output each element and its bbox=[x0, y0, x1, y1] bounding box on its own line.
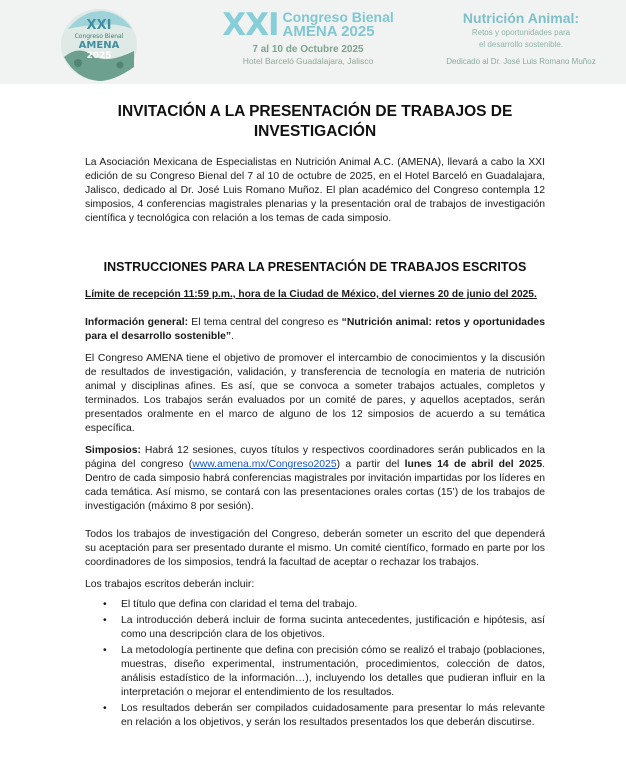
list-item-text: El título que defina con claridad el tema del trabajo. bbox=[121, 599, 358, 610]
list-item-text: Los resultados deberán ser compilados cuidadosamente para presentar lo más relevante en relación a los objetivos, y serán los resultados presentados los que deberán discutirse. bbox=[121, 703, 545, 728]
title-line-1: INVITACIÓN A LA PRESENTACIÓN DE TRABAJOS DE bbox=[117, 103, 513, 120]
list-item bbox=[85, 598, 545, 612]
amena-logo-icon bbox=[58, 5, 140, 83]
intro-paragraph: La Asociación Mexicana de Especialistas en Nutrición Animal A.C. (AMENA), llevará a cabo la XXI edición de su Congreso Bienal del 7 al 10 de octubre de 2025, en el Hotel Barceló en Guadalajara, Jalisco, dedicado al Dr. José Luis Romano Muñoz. El plan académico del Congreso contempla 12 simposios, 4 conferencias magistrales plenarias y la presentación oral de trabajos de investigación científica y tecnológica con relación a los temas de cada simposio. bbox=[85, 157, 545, 224]
objective-paragraph: El Congreso AMENA tiene el objetivo de promover el intercambio de conocimientos y la discusión de resultados de investigación, validación, y transferencia de tecnología en materia de nutrición animal y disciplinas afines. Es así, que se convoca a someter trabajos actuales, completos y terminados. Los trabajos serán evaluados por un comité de pares, y aquellos aceptados, serán presentados oralmente en el marco de alguno de los 12 simposios de acuerdo a su temática específica. bbox=[85, 353, 545, 434]
bullet-icon: • bbox=[103, 703, 107, 714]
svg-text:2025: 2025 bbox=[86, 51, 112, 61]
symposia-text-1: Habrá 12 sesiones, cuyos títulos y respectivos coordinadores serán publicados en la página del congreso ( bbox=[85, 445, 545, 470]
congress-venue: Hotel Barceló Guadalajara, Jalisco bbox=[242, 56, 374, 66]
bullet-icon: • bbox=[103, 645, 107, 656]
theme-title: Nutrición Animal: bbox=[462, 10, 580, 26]
dedication: Dedicado al Dr. José Luis Romano Muñoz bbox=[446, 57, 596, 66]
submission-paragraph: Todos los trabajos de investigación del Congreso, deberán someter un escrito del que dependerá su aceptación para ser presentado durante el mismo. Un comité científico, formado en parte por los coordinadores de los simposios, tendrá la facultad de aceptar o rechazar los trabajos. bbox=[85, 529, 545, 568]
congress-banner bbox=[0, 0, 626, 84]
congress-line-1: Congreso Bienal bbox=[282, 9, 394, 25]
general-info-text: El tema central del congreso es bbox=[188, 317, 342, 328]
list-item-text: La introducción deberá incluir de forma sucinta antecedentes, justificación e hipótesis, así como una descripción clara de los objetivos. bbox=[121, 615, 545, 640]
list-item-text: La metodología pertinente que defina con precisión cómo se realizó el trabajo (poblaciones, muestras, diseño experimental, instrumentación, procedimientos, colección de datos, análisis estadístico de la información…), incluyendo los detalles que pudieran influir en la interpretación o mejorar el entendimiento de los resultados. bbox=[121, 645, 545, 698]
document-title bbox=[85, 102, 545, 142]
svg-text:XXI: XXI bbox=[86, 18, 112, 33]
general-info-end: . bbox=[231, 331, 234, 342]
list-item bbox=[85, 614, 545, 642]
congress-line-2: AMENA 2025 bbox=[282, 23, 375, 40]
svg-text:AMENA: AMENA bbox=[78, 40, 120, 51]
congress-dates: 7 al 10 de Octubre 2025 bbox=[252, 44, 364, 55]
title-line-2: INVESTIGACIÓN bbox=[253, 123, 377, 140]
theme-block bbox=[426, 10, 616, 66]
bullet-icon: • bbox=[103, 599, 107, 610]
general-info-paragraph bbox=[85, 316, 545, 344]
bullet-icon: • bbox=[103, 615, 107, 626]
list-item bbox=[85, 702, 545, 730]
requirements-list bbox=[85, 598, 545, 730]
list-item bbox=[85, 644, 545, 700]
list-intro: Los trabajos escritos deberán incluir: bbox=[85, 579, 255, 590]
general-info-theme: “Nutrición animal: retos y oportunidades para el desarrollo sostenible” bbox=[85, 317, 545, 342]
symposia-label: Simposios: bbox=[85, 445, 142, 456]
svg-text:Congreso Bienal: Congreso Bienal bbox=[74, 33, 124, 40]
congress-website-link[interactable]: www.amena.mx/Congreso2025 bbox=[192, 459, 337, 470]
theme-subtitle-2: el desarrollo sostenible. bbox=[478, 40, 564, 49]
document-body bbox=[85, 102, 545, 730]
edition-numeral: XXI bbox=[222, 7, 279, 43]
congress-title-block bbox=[216, 7, 400, 66]
section-title: INSTRUCCIONES PARA LA PRESENTACIÓN DE TRABAJOS ESCRITOS bbox=[103, 260, 527, 274]
symposia-date: lunes 14 de abril del 2025 bbox=[404, 459, 543, 470]
amena-logo bbox=[58, 5, 140, 83]
general-info-label: Información general: bbox=[85, 317, 189, 328]
symposia-paragraph bbox=[85, 444, 545, 514]
symposia-text-2: ) a partir del bbox=[336, 459, 405, 470]
deadline-notice: Límite de recepción 11:59 p.m., hora de la Ciudad de México, del viernes 20 de junio del 2025. bbox=[85, 289, 537, 300]
symposia-text-3: . Dentro de cada simposio habrá conferencias magistrales por invitación impartidas por los líderes en cada temática. Así mismo, se contará con las presentaciones orales cortas (15’) de los trabajos de investigación (máximo 8 por sesión). bbox=[85, 459, 546, 512]
theme-subtitle-1: Retos y oportunidades para bbox=[471, 28, 571, 37]
